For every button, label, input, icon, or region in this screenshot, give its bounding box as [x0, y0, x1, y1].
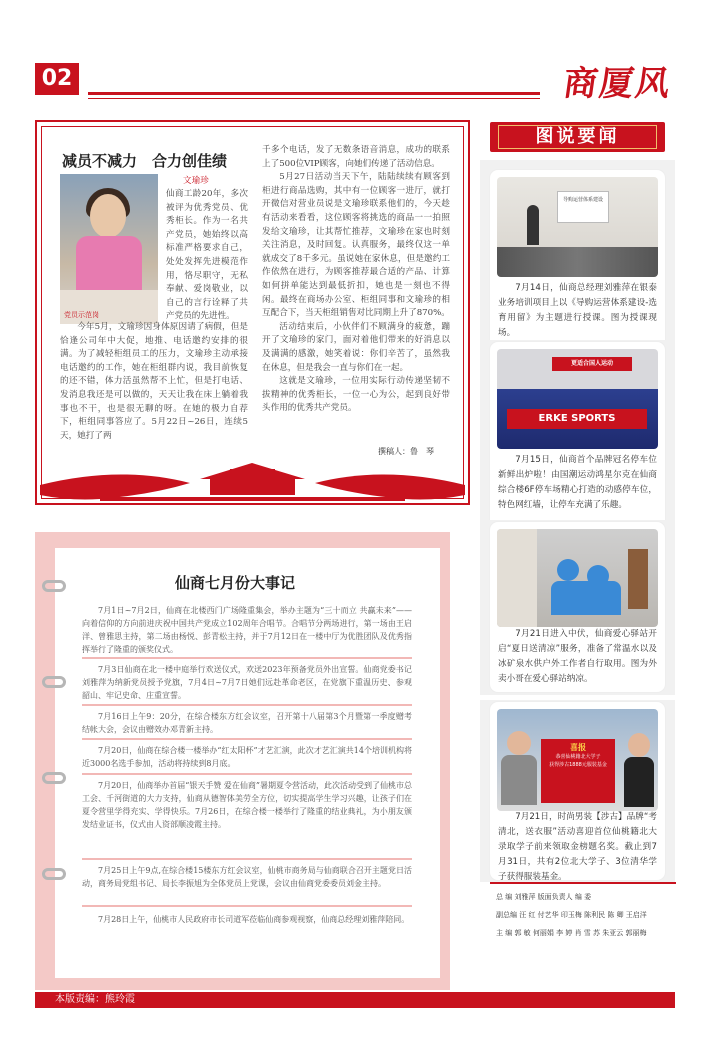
masthead-logo: 商厦风 — [560, 64, 675, 104]
header-rule-thin — [88, 98, 540, 99]
card-caption: 7月15日，仙商首个品牌冠名停车位新鲜出炉啦！由国潮运动鸿星尔克在仙商综合楼6F停车场精心打造的动感停车位，特色网红墙，让停车充满了乐趣。 — [498, 455, 657, 510]
delivery-photo — [497, 529, 658, 627]
credits-row: 副总编 汪 红 付艺华 印玉梅 陈利民 陈 卿 王启洋 — [496, 911, 647, 919]
news-card — [490, 702, 665, 880]
event-item: 7月28日上午，仙桃市人民政府市长司道军莅临仙商参观视察，仙商总经理刘雅萍陪同。 — [98, 915, 410, 924]
divider — [82, 858, 412, 860]
event-item: 7月16日上午9：20分，在综合楼东方红会议室，召开第十八届第3个月暨第一季度赠考结帐大会，会议由赠效办邓青新主持。 — [82, 712, 412, 734]
feature-paragraph: 千多个电话，发了无数条语音消息，成功的联系上了500位VIP顾客，向她们传递了活动信息。 — [262, 145, 450, 169]
header-rule — [88, 92, 540, 95]
feature-paragraph: 活动结束后，小伙伴们不顾满身的疲惫，蹦开了文瑜珍的家门，面对着他们带来的好消息以及满满的感激，她笑着说：你们辛苦了，虽然我在休息，但是我会一直与你们在一起。 — [262, 321, 450, 373]
divider — [82, 738, 412, 740]
poster-line: 获得涉古1888元服装基金 — [549, 762, 607, 768]
feature-col2 — [262, 144, 450, 416]
portrait-photo — [60, 174, 158, 324]
footer-bar — [35, 992, 675, 1008]
event-item: 7月20日，仙商举办首届“银天手赞 爱在仙商”暑期夏令营活动，此次活动受到了仙桃市总工会、千河街道的大力支持，仙商从德智体美劳全方位，切实提高学生学习兴趣，让孩子们在夏令营里学得充实、学得快乐。7月26日，在综合楼一楼举行了隆重的结业典礼，为小朋友颁发结业证书，仪式由人资部顺凌霞主持。 — [82, 781, 412, 829]
news-card — [490, 342, 665, 530]
card-caption: 7月21日进入中伏，仙商爱心驿站开启“夏日送清凉”服务，准备了常温水以及冰矿泉水供户外工作者自行取用。图为外卖小哥在爱心驿站纳凉。 — [498, 629, 657, 684]
feature-paragraph: 5月27日活动当天下午，陆陆续续有顾客到柜进行商品选购，其中有一位顾客一进厅，就打开微信对营业员说是文瑜珍联系他们的，今天趁有活动来看看，这位顾客将挑选的商品一一拍照发给文瑜珍，让其帮忙推荐，文瑜珍在家也时刻关注消息，及时回复。认真服务，最终仅这一单就成交了8千多元。虽说她在家休息，但是邀约工作依然在进行，为顾客推荐最合适的产品、计算如何拼单能达到最低折扣，她也是一刻也不得闲。最终在商场办公室、柜组同事和文瑜珍的相互配合下，当天柜组销售对比同期上升了870%。 — [262, 172, 450, 319]
feature-col1 — [60, 321, 248, 443]
event-item: 7月1日~7月2日，仙商在北楼西门广场隆重集会，举办主题为“三十而立 共赢未来”——向着信仰的方向前进庆祝中国共产党成立102周年合唱节。合唱节分两场进行，第一场由王启洋、曾雅思主持，第二场由杨悦、彭青松主持，并于7月12日在一楼中厅为优胜团队及优秀指挥举行了隆重的颁奖仪式。 — [82, 606, 412, 654]
wall-sign: 更适合国人运动 — [552, 357, 632, 371]
feature-paragraph: 这就是文瑜珍，一位用实际行动传递坚韧不拔精神的优秀柜长，一位一心为公，起到良好带头作用的优秀共产党员。 — [262, 376, 450, 414]
editorial-credits — [490, 882, 676, 970]
divider — [82, 657, 412, 659]
page-number: 02 — [35, 63, 79, 95]
card-caption: 7月14日，仙商总经理刘雅萍在银泰业务培训项目上以《导购运营体系建设-选育用留》为主题进行授课。图为授课现场。 — [498, 283, 657, 338]
author-name: 文瑜珍 — [183, 176, 209, 186]
floor-graphic: ERKE SPORTS — [507, 409, 647, 429]
event-item: 7月25日上午9点,在综合楼15楼东方红会议室，仙桃市商务局与仙商联合召开主题党日活动，商务局党组书记、局长李振旭为全体党员上党课，会议由仙商党委委员刘金主持。 — [82, 866, 412, 888]
parking-photo — [497, 349, 658, 449]
tiananmen-banner-graphic — [40, 455, 465, 503]
award-photo — [497, 709, 658, 811]
card-caption: 7月21日，时尚男装【涉古】品牌“考清北，送衣服”活动喜迎首位仙桃籍北大录取学子前来领取金榜题名奖。截止到7月31日，共有2位北大学子、3位清华学子获得服装基金。 — [498, 812, 657, 882]
feature-title: 减员不减力 合力创佳绩 — [62, 152, 228, 170]
event-item: 7月3日仙商在北一楼中庭举行欢送仪式，欢送2023年预备党员外出宣誓。仙商党委书记刘雅萍为纳新党员授予党旗，7月4日~7月7日她们远赴革命老区，在党旗下重温历史、参观韶山、牢记史命、庄重宣誓。 — [82, 665, 412, 700]
section-heading — [490, 122, 665, 152]
news-card — [490, 170, 665, 368]
news-card — [490, 522, 665, 692]
signature: 撰稿人：鲁 琴 — [378, 447, 434, 456]
divider — [82, 905, 412, 907]
award-poster — [541, 739, 615, 803]
photo-tag: 党员示范岗 — [64, 311, 99, 319]
training-photo — [497, 177, 658, 277]
projector-screen: 导购运营体系建设 — [557, 191, 609, 223]
binder-rings — [42, 580, 68, 880]
feature-paragraph: 今年5月，文瑜珍因身体原因请了病假，但是恰逢公司年中大促，地推、电话邀约安排的很满。为了减轻柜组员工的压力，文瑜珍主动承接电话邀约的工作，她在柜组群内说，我目前恢复的还不错，体力活虽然帮不上忙，但是打电话、发消息我还是可以做的，天天让我在床上躺着我事也不干，也是很无聊的呀。在她的极力自荐下，柜组同事答应了。5月22日~26日，连续5天，她打了两 — [60, 322, 248, 441]
poster-title: 喜报 — [570, 743, 586, 752]
event-item: 7月20日，仙商在综合楼一楼举办“红太阳杯”才艺汇演，此次才艺汇演共14个培训机构将近3000名选手参加，活动将持续到8月底。 — [82, 746, 412, 768]
events-title: 仙商七月份大事记 — [175, 574, 296, 592]
poster-sub: 恭喜仙桃籍北大学子 — [555, 754, 601, 760]
feature-intro: 仙商工龄20年，多次被评为优秀党员、优秀柜长。作为一名共产党员，她始终以高标准严格要求自己，处处发挥先进模范作用，恪尽职守，无私奉献、爱岗敬业，以自己的言行诠释了共产党员的先进性。 — [166, 189, 248, 322]
credits-row: 总 编 刘雅萍 版面负责人 编 委 — [496, 893, 592, 901]
section-heading-text: 图说要闻 — [535, 126, 620, 147]
divider — [82, 704, 412, 706]
divider — [82, 773, 412, 775]
credits-row: 主 编 郭 敏 何丽娟 李 婷 肖 雪 苏 朱亚云 郭丽梅 — [496, 929, 647, 937]
footer-editor: 本版责编：熊玲霞 — [55, 994, 135, 1005]
